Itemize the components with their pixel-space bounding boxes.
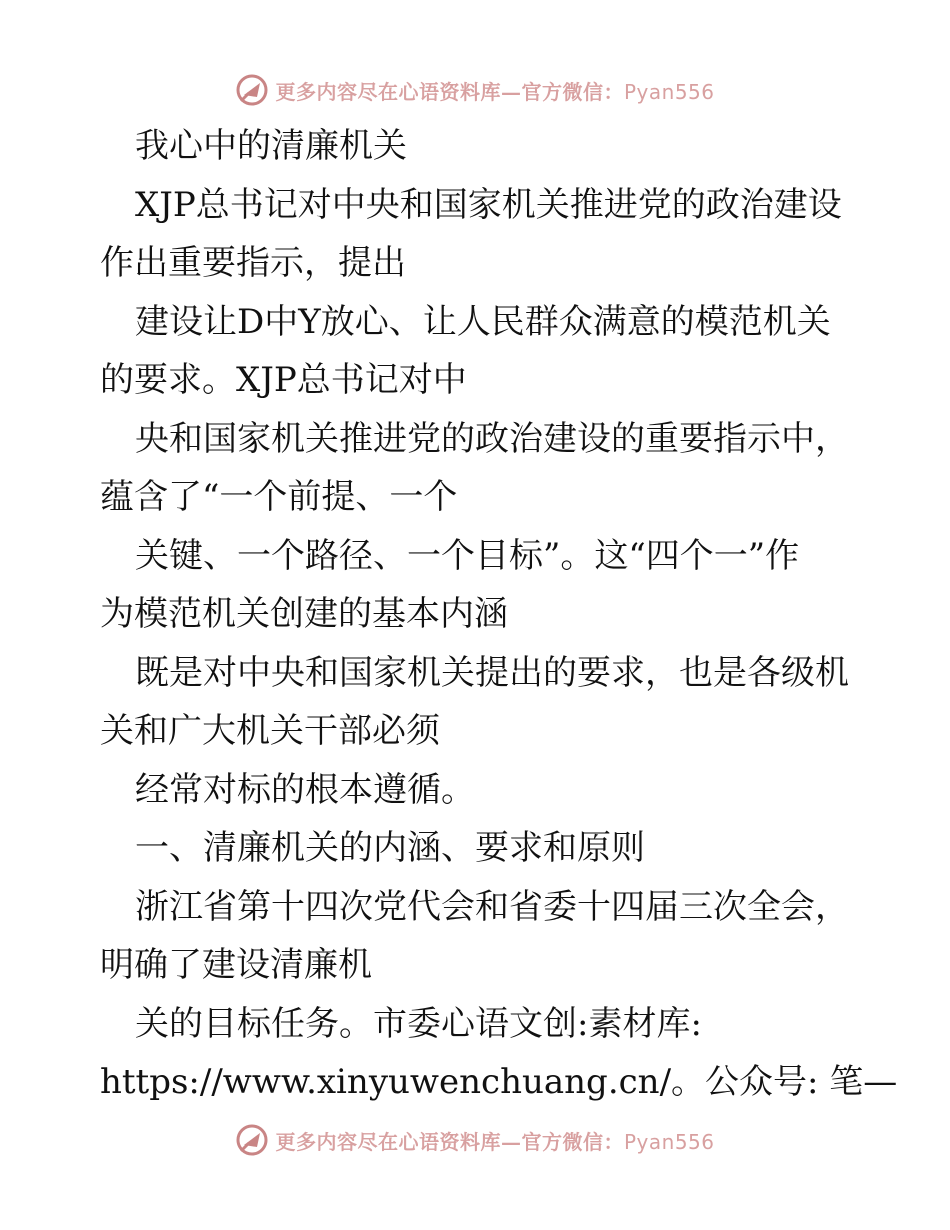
paragraph-line: 蕴含了“一个前提、一个 — [100, 477, 458, 517]
paragraph-line: 明确了建设清廉机 — [100, 945, 372, 985]
paragraph-line: 关和广大机关干部必须 — [100, 711, 440, 751]
watermark-text — [275, 76, 714, 105]
watermark-id: Pyan556 — [623, 1129, 715, 1154]
logo-icon — [235, 73, 269, 107]
doc-title: 我心中的清廉机关 — [135, 126, 407, 166]
paragraph-line: 浙江省第十四次党代会和省委十四届三次全会， — [135, 887, 849, 927]
section-heading: 一、清廉机关的内涵、要求和原则 — [135, 828, 645, 868]
paragraph-line: 作出重要指示，提出 — [100, 243, 406, 283]
watermark-text — [275, 1126, 714, 1155]
paragraph-line: 央和国家机关推进党的政治建设的重要指示中， — [135, 419, 849, 459]
footer-watermark — [0, 1120, 950, 1160]
paragraph-line: 的要求。XJP总书记对中 — [100, 360, 467, 400]
paragraph-line: 关键、一个路径、一个目标”。这“四个一”作 — [135, 536, 800, 576]
paragraph-line: 经常对标的根本遵循。 — [135, 770, 475, 810]
watermark-id: Pyan556 — [623, 79, 715, 104]
paragraph-line-url: https://www.xinyuwenchuang.cn/。公众号: 笔— — [100, 1062, 898, 1102]
watermark-label: 更多内容尽在心语资料库—官方微信： — [275, 79, 624, 104]
paragraph-line: 为模范机关创建的基本内涵 — [100, 594, 508, 634]
paragraph-line: XJP总书记对中央和国家机关推进党的政治建设 — [135, 185, 842, 225]
logo-icon — [235, 1123, 269, 1157]
paragraph-line: 建设让D中Y放心、让人民群众满意的模范机关 — [135, 302, 831, 342]
watermark-label: 更多内容尽在心语资料库—官方微信： — [275, 1129, 624, 1154]
header-watermark — [0, 70, 950, 110]
paragraph-line: 既是对中央和国家机关提出的要求，也是各级机 — [135, 653, 849, 693]
paragraph-line: 关的目标任务。市委心语文创:素材库: — [135, 1004, 702, 1044]
